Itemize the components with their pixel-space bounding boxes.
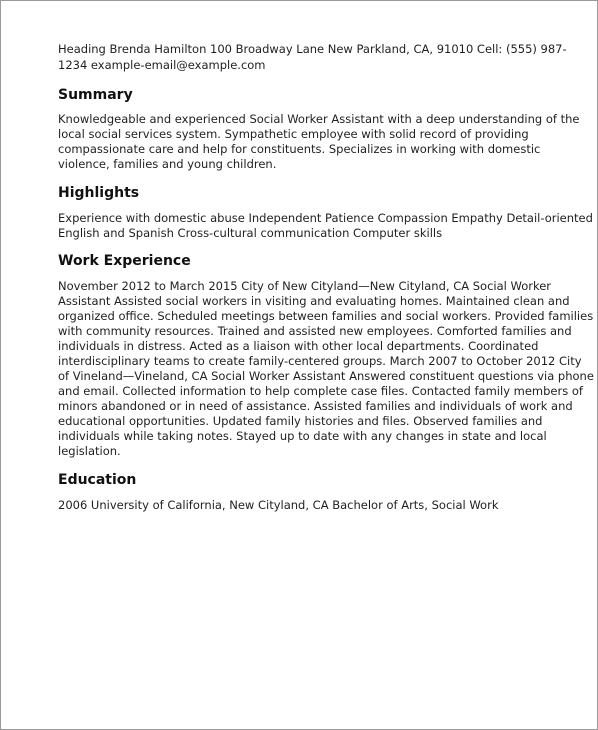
summary-title: Summary [58,87,133,103]
resume-content [58,41,594,513]
education-title: Education [58,472,137,488]
work-experience-text: November 2012 to March 2015 City of New Cityland—New Cityland, CA Social Worker Assistant Assisted social workers in visiting and evaluating homes. Maintained clean and organized office. Scheduled meetings between families and social workers. Provided families with community resources. Trained and assisted new employees. Comforted families and individuals in distress. Acted as a liaison with other local departments. Coordinated interdisciplinary teams to create family-centered groups. March 2007 to October 2012 City of Vineland—Vineland, CA Social Worker Assistant Answered constituent questions via phone and email. Collected information to help complete case files. Contacted family members of minors abandoned or in need of assistance. Assisted families and individuals of work and educational opportunities. Updated family histories and files. Observed families and individuals while taking notes. Stayed up to date with any changes in state and local legislation. [58,279,594,458]
work-experience-title: Work Experience [58,253,191,269]
education-text: 2006 University of California, New Cityland, CA Bachelor of Arts, Social Work [58,498,499,512]
contact-heading: Heading Brenda Hamilton 100 Broadway Lane New Parkland, CA, 91010 Cell: (555) 987-1234 example-email@example.com [58,42,567,72]
highlights-text: Experience with domestic abuse Independent Patience Compassion Empathy Detail-oriented English and Spanish Cross-cultural communication Computer skills [58,211,593,240]
highlights-title: Highlights [58,185,140,201]
summary-text: Knowledgeable and experienced Social Worker Assistant with a deep understanding of the local social services system. Sympathetic employee with solid record of providing compassionate care and help for constituents. Specializes in working with domestic violence, families and young children. [58,112,580,171]
